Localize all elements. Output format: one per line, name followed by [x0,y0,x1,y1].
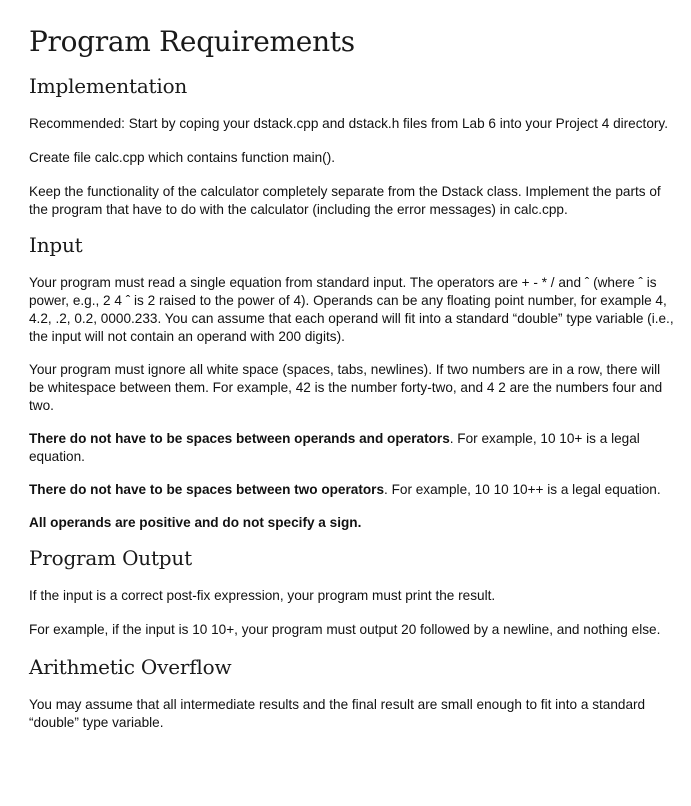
paragraph-create-file: Create file calc.cpp which contains function main(). [29,150,335,165]
page-title: Program Requirements [29,25,355,58]
bold-no-spaces-operands: There do not have to be spaces between operands and operators [29,431,450,446]
text-no-spaces-operators-rest: . For example, 10 10 10++ is a legal equation. [384,482,661,497]
paragraph-whitespace: Your program must ignore all white space (spaces, tabs, newlines). If two numbers are in a row, there will be whitespace between them. For example, 42 is the number forty-two, and 4 2 are the numbers four and two. [29,362,663,413]
paragraph-no-spaces-operators [29,481,679,499]
paragraph-recommended: Recommended: Start by coping your dstack.cpp and dstack.h files from Lab 6 into your Project 4 directory. [29,116,668,131]
paragraph-print-result: If the input is a correct post-fix expression, your program must print the result. [29,588,496,603]
bold-no-spaces-operators: There do not have to be spaces between two operators [29,482,385,497]
paragraph-output-example: For example, if the input is 10 10+, your program must output 20 followed by a newline, and nothing else. [29,622,661,637]
paragraph-assume-double: You may assume that all intermediate results and the final result are small enough to fit into a standard “double” type variable. [29,697,646,730]
section-heading-input: Input [29,233,83,257]
paragraph-no-spaces-operands [29,430,679,466]
bold-positive-operands: All operands are positive and do not specify a sign. [29,515,362,530]
paragraph-keep-separate: Keep the functionality of the calculator completely separate from the Dstack class. Implement the parts of the program that have to do with the calculator (including the error messages) in calc.cpp. [29,184,661,217]
text-no-spaces-operands-rest: . For example, 10 10+ is a legal equation. [29,431,640,464]
section-heading-implementation: Implementation [29,74,188,98]
paragraph-read-equation: Your program must read a single equation from standard input. The operators are + - * / and ˆ (where ˆ is power, e.g., 2 4 ˆ is 2 raised to the power of 4). Operands can be any floating point number, for example 4, 4.2, .2, 0.2, 0000.233. You can assume that each operand will fit into a standard “double” type variable (i.e., the input will not contain an operand with 200 digits). [29,275,674,344]
section-heading-program-output: Program Output [29,546,192,570]
paragraph-positive-operands [29,514,679,532]
document-page [29,0,679,732]
section-heading-arithmetic-overflow: Arithmetic Overflow [29,655,232,679]
